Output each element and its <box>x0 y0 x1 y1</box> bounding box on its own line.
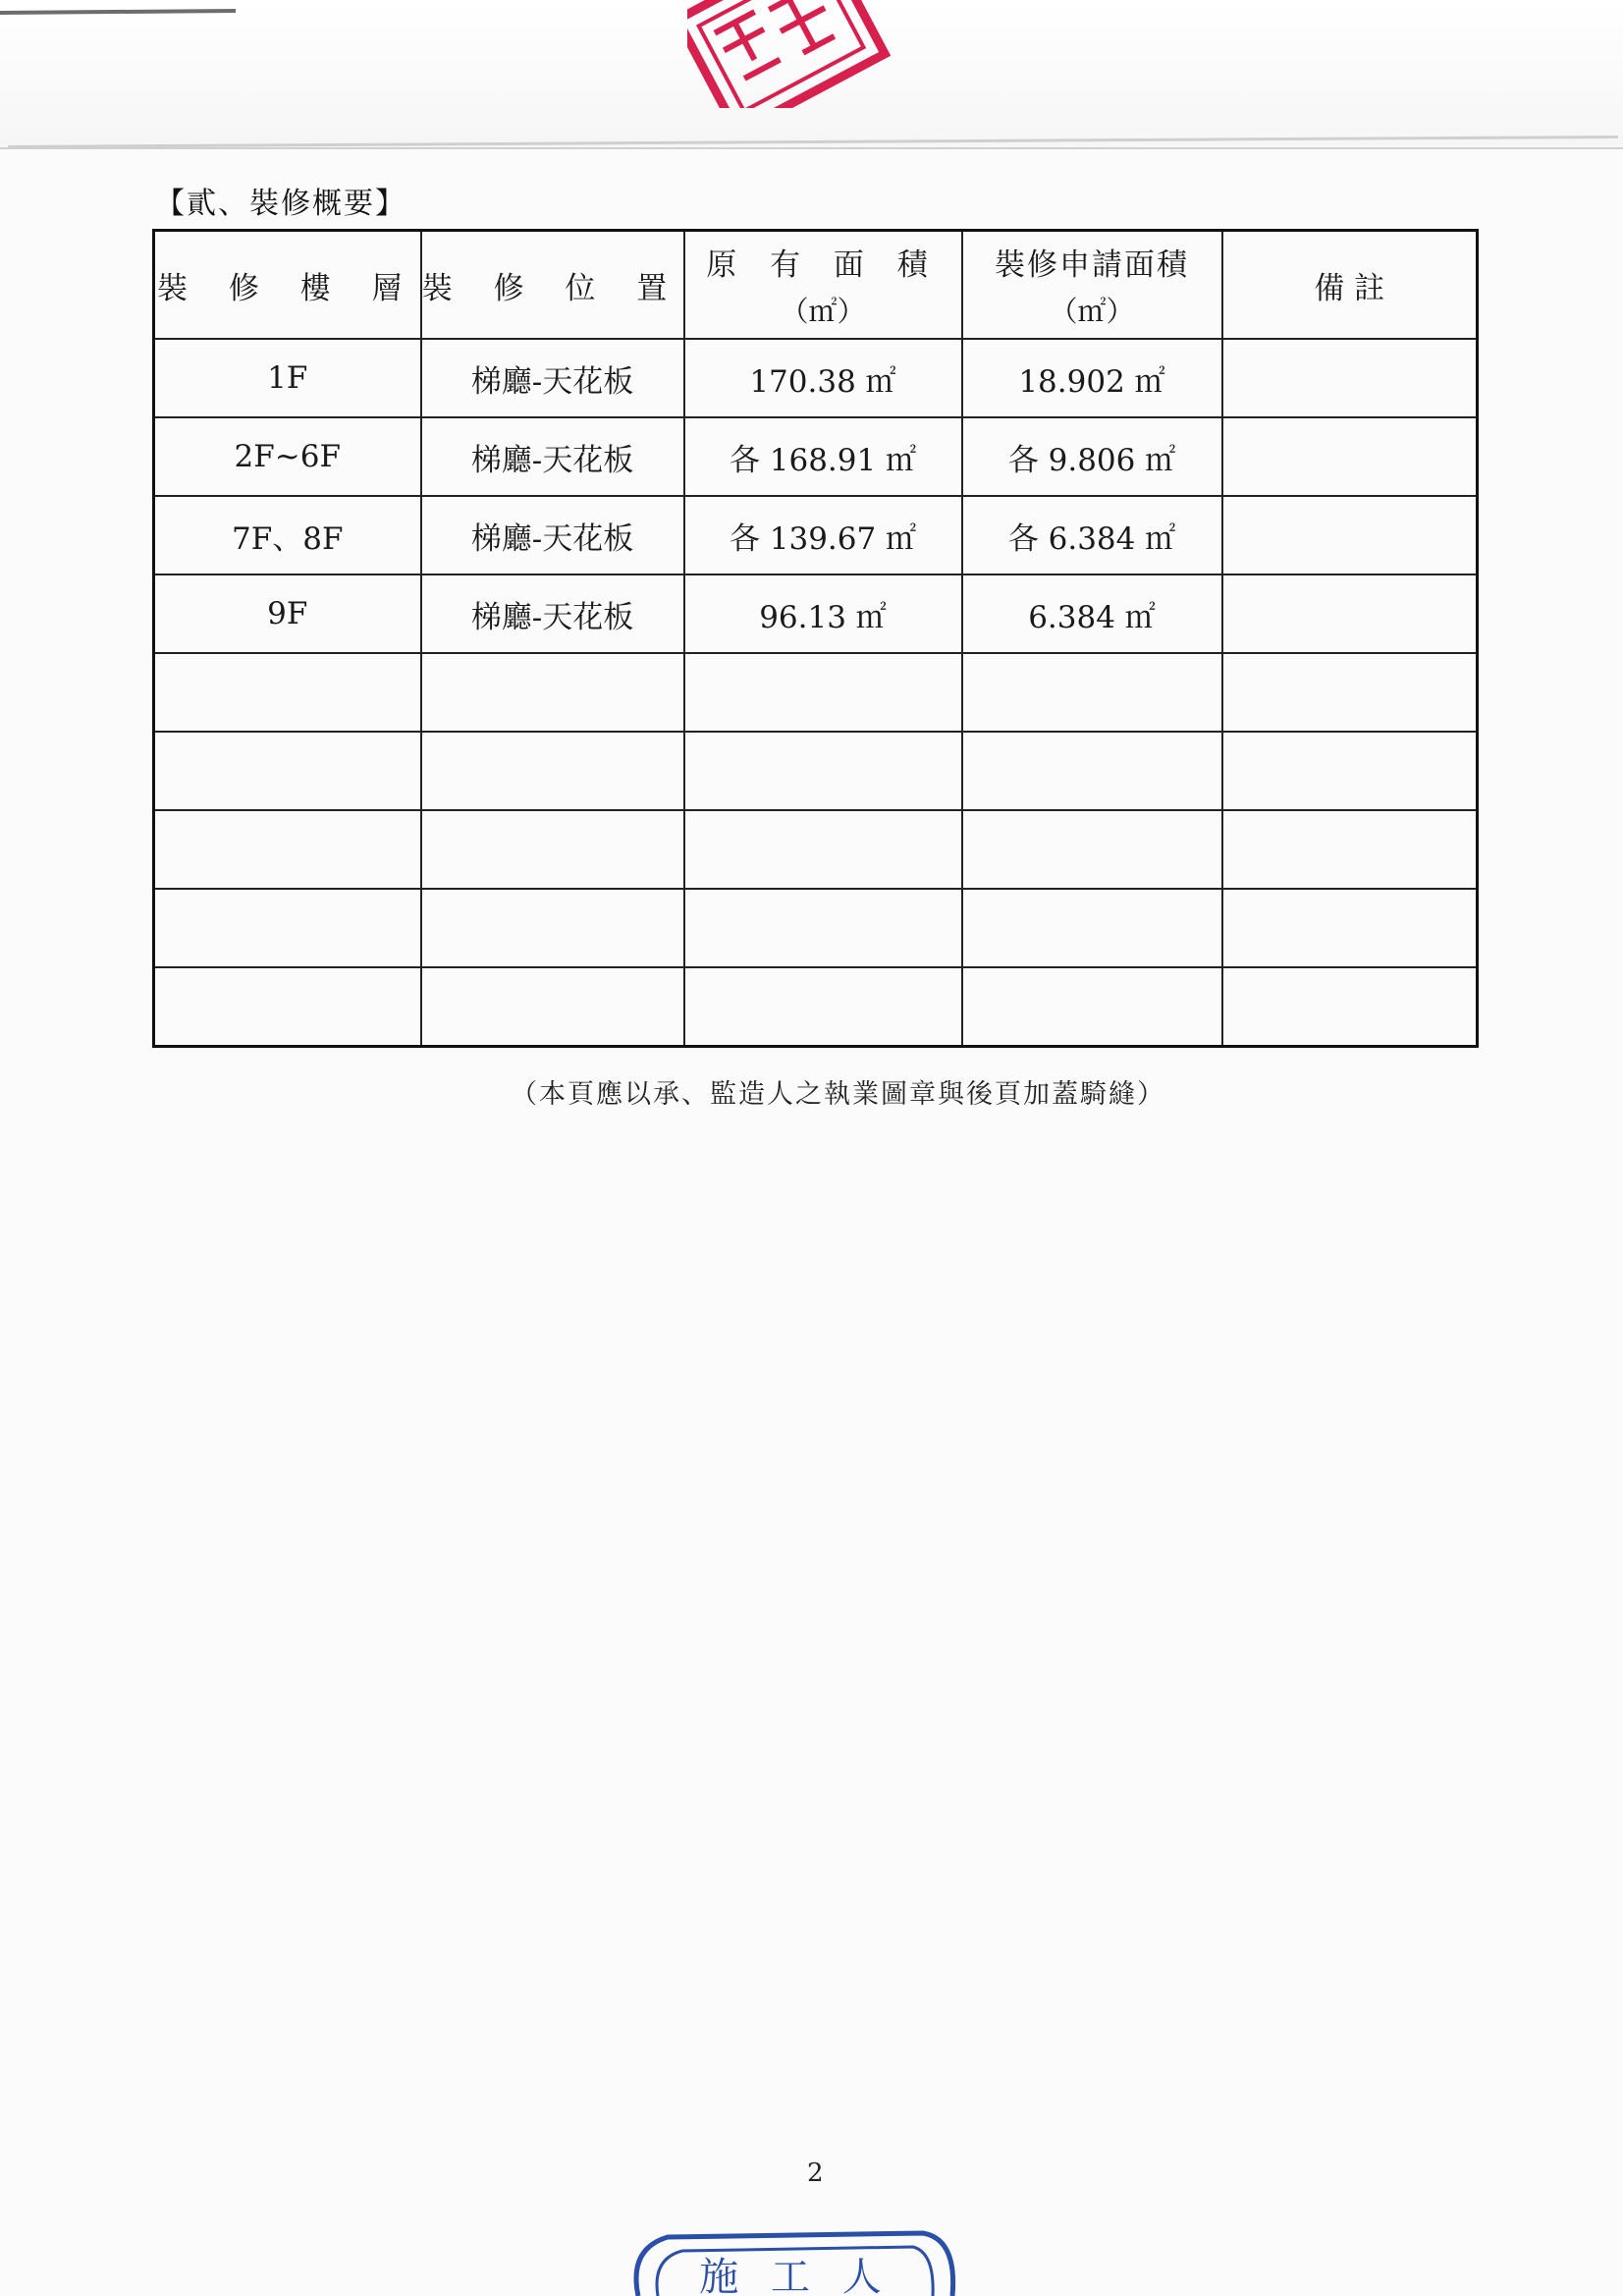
cell-floor: 9F <box>154 574 421 653</box>
cell-location: 梯廳-天花板 <box>421 574 684 653</box>
cell-applied-area: 各 9.806 ㎡ <box>962 417 1222 496</box>
cell-original-area: 各 168.91 ㎡ <box>684 417 962 496</box>
cell-floor <box>154 810 421 889</box>
table-row <box>154 496 1478 574</box>
cell-applied-area: 各 6.384 ㎡ <box>962 496 1222 574</box>
cell-original-area <box>684 732 962 810</box>
header-remarks: 備 註 <box>1222 231 1478 340</box>
cell-remarks <box>1222 732 1478 810</box>
cell-remarks <box>1222 417 1478 496</box>
cell-remarks <box>1222 496 1478 574</box>
table-row <box>154 889 1478 967</box>
cell-location: 梯廳-天花板 <box>421 339 684 417</box>
cell-floor <box>154 653 421 732</box>
table-row <box>154 810 1478 889</box>
cell-location: 梯廳-天花板 <box>421 417 684 496</box>
cell-location <box>421 810 684 889</box>
cell-original-area: 各 139.67 ㎡ <box>684 496 962 574</box>
cell-applied-area <box>962 732 1222 810</box>
blue-seal-stamp <box>628 2229 962 2296</box>
cell-applied-area <box>962 653 1222 732</box>
header-applied-area: 裝修申請面積 （㎡） <box>962 231 1222 340</box>
cell-remarks <box>1222 889 1478 967</box>
cell-floor: 2F~6F <box>154 417 421 496</box>
cell-remarks <box>1222 967 1478 1046</box>
cell-remarks <box>1222 653 1478 732</box>
cell-applied-area: 6.384 ㎡ <box>962 574 1222 653</box>
cell-original-area: 96.13 ㎡ <box>684 574 962 653</box>
cell-location <box>421 653 684 732</box>
red-seal-stamp <box>687 0 893 108</box>
table-header-row <box>154 231 1478 340</box>
header-floor: 裝 修 樓 層 <box>154 231 421 340</box>
cell-applied-area <box>962 967 1222 1046</box>
blue-seal-text: 施 工 人 <box>699 2255 892 2296</box>
footnote: （本頁應以承、監造人之執業圖章與後頁加蓋騎縫） <box>511 1079 1165 1110</box>
cell-original-area <box>684 967 962 1046</box>
table-row <box>154 653 1478 732</box>
table-row <box>154 967 1478 1046</box>
table-row <box>154 574 1478 653</box>
cell-original-area: 170.38 ㎡ <box>684 339 962 417</box>
cell-floor: 1F <box>154 339 421 417</box>
cell-location <box>421 967 684 1046</box>
cell-original-area <box>684 653 962 732</box>
cell-remarks <box>1222 574 1478 653</box>
table-row <box>154 339 1478 417</box>
cell-applied-area <box>962 810 1222 889</box>
cell-location <box>421 732 684 810</box>
header-original-area: 原 有 面 積 （㎡） <box>684 231 962 340</box>
cell-applied-area <box>962 889 1222 967</box>
cell-original-area <box>684 889 962 967</box>
table-row <box>154 732 1478 810</box>
cell-original-area <box>684 810 962 889</box>
cell-remarks <box>1222 810 1478 889</box>
cell-location: 梯廳-天花板 <box>421 496 684 574</box>
cell-floor: 7F、8F <box>154 496 421 574</box>
cell-location <box>421 889 684 967</box>
cell-remarks <box>1222 339 1478 417</box>
cell-floor <box>154 889 421 967</box>
cell-applied-area: 18.902 ㎡ <box>962 339 1222 417</box>
header-location: 裝 修 位 置 <box>421 231 684 340</box>
section-title: 【貳、裝修概要】 <box>155 187 406 221</box>
cell-floor <box>154 967 421 1046</box>
table-row <box>154 417 1478 496</box>
page-number: 2 <box>807 2159 824 2188</box>
renovation-summary-table <box>152 229 1479 1048</box>
cell-floor <box>154 732 421 810</box>
